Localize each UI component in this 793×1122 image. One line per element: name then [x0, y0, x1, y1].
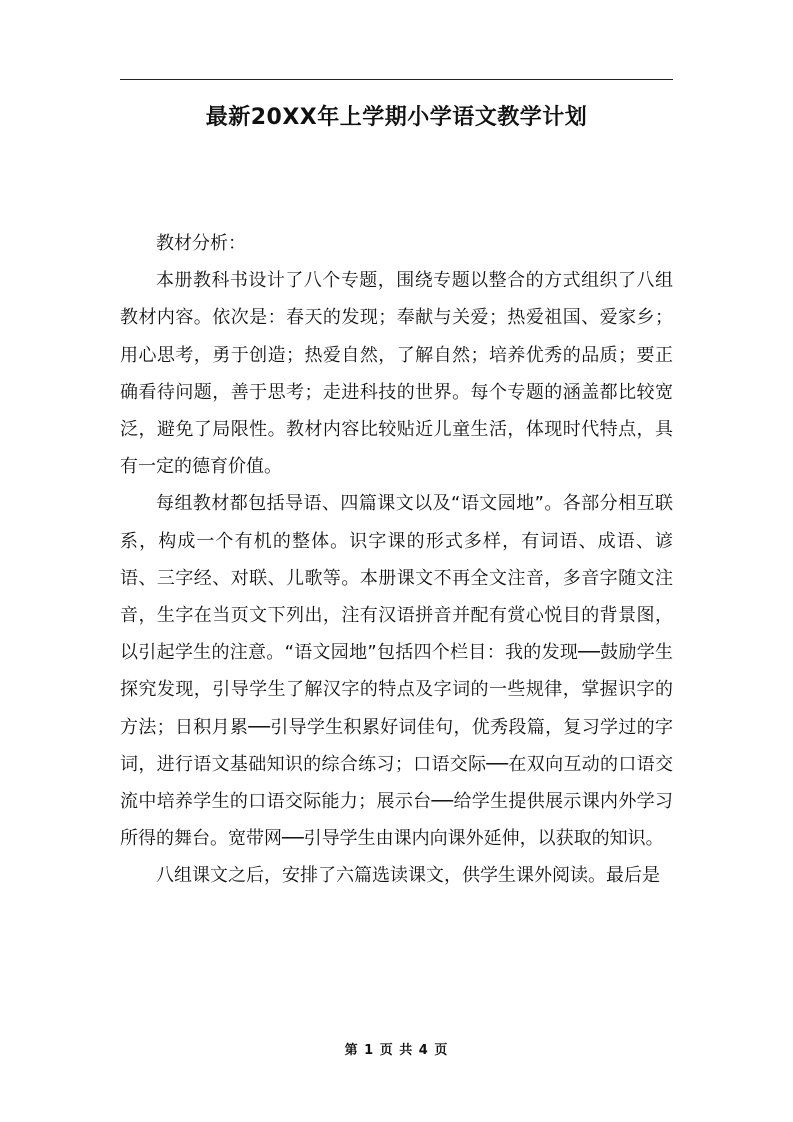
header-rule — [120, 79, 673, 80]
document-body — [120, 225, 673, 895]
page-number-footer: 第 1 页 共 4 页 — [344, 1043, 449, 1058]
paragraph: 本册教科书设计了八个专题，围绕专题以整合的方式组织了八组教材内容。依次是：春天的发现；奉献与关爱；热爱祖国、爱家乡；用心思考，勇于创造；热爱自然，了解自然；培养优秀的品质；要正确看待问题，善于思考；走进科技的世界。每个专题的涵盖都比较宽泛，避免了局限性。教材内容比较贴近儿童生活，体现时代特点，具有一定的德育价值。 — [120, 270, 673, 478]
paragraph-section-heading: 教材分析： — [156, 233, 246, 254]
paragraph: 八组课文之后，安排了六篇选读课文，供学生课外阅读。最后是 — [156, 865, 660, 887]
paragraph: 每组教材都包括导语、四篇课文以及“语文园地”。各部分相互联系，构成一个有机的整体。识字课的形式多样，有词语、成语、谚语、三字经、对联、儿歌等。本册课文不再全文注音，多音字随文注音，生字在当页文下列出，注有汉语拼音并配有赏心悦目的背景图，以引起学生的注意。“语文园地”包括四个栏目：我的发现──鼓励学生探究发现，引导学生了解汉字的特点及字词的一些规律，掌握识字的方法；日积月累──引导学生积累好词佳句，优秀段篇，复习学过的字词，进行语文基础知识的综合练习；口语交际──在双向互动的口语交流中培养学生的口语交际能力；展示台──给学生提供展示课内外学习所得的舞台。宽带网──引导学生由课内向课外延伸，以获取的知识。 — [120, 493, 673, 850]
document-title: 最新20XX年上学期小学语文教学计划 — [205, 105, 588, 130]
